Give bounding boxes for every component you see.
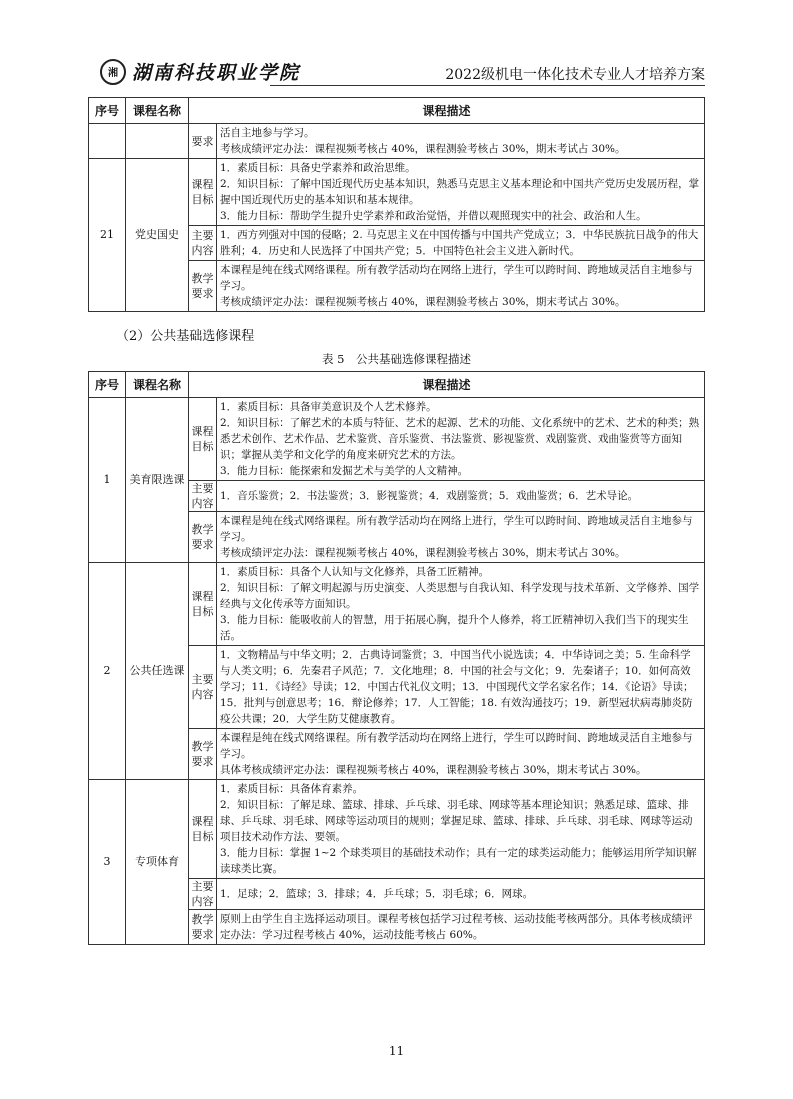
header-desc: 课程描述 <box>189 372 705 398</box>
sub-desc: 1．素质目标：具备史学素养和政治思维。 2．知识目标：了解中国近现代历史基本知识，熟悉马克思主义基本理论和中国共产党历史发展历程，掌握中国近现代历史的基本知识和基本规律。 3．能力目标：帮助学生提升史学素养和政治觉悟，并借以观照现实中的社会、政治和人生。 <box>217 159 705 226</box>
sub-desc: 本课程是纯在线式网络课程。所有教学活动均在网络上进行，学生可以跨时间、跨地域灵活自主地参与学习。 考核成绩评定办法：课程视频考核占 40%，课程测验考核占 30%，期末考试占 30%。 <box>217 261 705 312</box>
table-header-row <box>89 372 705 398</box>
header-no: 序号 <box>89 98 126 124</box>
row-name: 公共任选课 <box>126 563 189 780</box>
sub-desc: 活自主地参与学习。 考核成绩评定办法：课程视频考核占 40%，课程测验考核占 30%，期末考试占 30%。 <box>217 124 705 159</box>
sub-desc: 1．素质目标：具备审美意识及个人艺术修养。 2．知识目标：了解艺术的本质与特征、艺术的起源、艺术的功能、文化系统中的艺术、艺术的种类；熟悉艺术创作、艺术作品、艺术鉴赏、音乐鉴赏、书法鉴赏、影视鉴赏、戏剧鉴赏、戏曲鉴赏等方面知识；掌握从美学和文化学的角度来研究艺术的方法。 3．能力目标：能探索和发掘艺术与美学的人文精神。 <box>217 398 705 481</box>
sub-label: 主要内容 <box>189 226 217 261</box>
sub-desc: 原则上由学生自主选择运动项目。课程考核包括学习过程考核、运动技能考核两部分。具体考核成绩评定办法：学习过程考核占 40%，运动技能考核占 60%。 <box>217 910 705 945</box>
row-name: 美育限选课 <box>126 398 189 563</box>
row-no: 21 <box>89 159 126 312</box>
sub-desc: 1．文物精品与中华文明；2．古典诗词鉴赏；3．中国当代小说选读；4．中华诗词之美；5. 生命科学与人类文明；6．先秦君子风范；7．文化地理；8．中国的社会与文化；9．先秦诸子；10．如何高效学习；11．《诗经》导读；12．中国古代礼仪文明；13．中国现代文学名家名作；14．《论语》导读；15．批判与创意思考；16．辩论修养；17．人工智能；18. 有效沟通技巧；19．新型冠状病毒肺炎防疫公共课；20．大学生防艾健康教育。 <box>217 646 705 729</box>
table-row <box>89 398 705 481</box>
document-title: 2022级机电一体化技术专业人才培养方案 <box>445 67 705 83</box>
row-no: 3 <box>89 780 126 945</box>
sub-label: 教学要求 <box>189 512 217 563</box>
course-table-continued <box>88 97 705 312</box>
sub-label: 主要内容 <box>189 646 217 729</box>
table-row <box>89 780 705 879</box>
row-name: 党史国史 <box>126 159 189 312</box>
row-name: 专项体育 <box>126 780 189 945</box>
sub-label: 课程目标 <box>189 780 217 879</box>
sub-desc: 1．西方列强对中国的侵略；2. 马克思主义在中国传播与中国共产党成立；3．中华民族抗日战争的伟大胜利；4．历史和人民选择了中国共产党；5．中国特色社会主义进入新时代。 <box>217 226 705 261</box>
sub-desc: 1．足球；2．篮球；3．排球；4．乒乓球；5．羽毛球；6．网球。 <box>217 879 705 910</box>
row-no: 2 <box>89 563 126 780</box>
sub-desc: 1．素质目标：具备个人认知与文化修养，具备工匠精神。 2．知识目标：了解文明起源与历史演变、人类思想与自我认知、科学发现与技术革新、文学修养、国学经典与文化传承等方面知识。 3．能力目标：能吸收前人的智慧，用于拓展心胸，提升个人修养，将工匠精神切入我们当下的现实生活。 <box>217 563 705 646</box>
sub-desc: 本课程是纯在线式网络课程。所有教学活动均在网络上进行，学生可以跨时间、跨地域灵活自主地参与学习。 考核成绩评定办法：课程视频考核占 40%，课程测验考核占 30%，期末考试占 30%。 <box>217 512 705 563</box>
sub-label: 教学要求 <box>189 261 217 312</box>
sub-label: 课程目标 <box>189 563 217 646</box>
table-row <box>89 563 705 646</box>
sub-label: 主要内容 <box>189 481 217 512</box>
sub-desc: 1．音乐鉴赏；2．书法鉴赏；3．影视鉴赏；4．戏剧鉴赏；5．戏曲鉴赏；6．艺术导论。 <box>217 481 705 512</box>
sub-label: 要求 <box>189 124 217 159</box>
row-no: 1 <box>89 398 126 563</box>
school-name: 湖南科技职业学院 <box>132 62 301 84</box>
header-desc: 课程描述 <box>189 98 705 124</box>
school-logo <box>100 58 300 85</box>
row-name <box>126 124 189 159</box>
sub-desc: 本课程是纯在线式网络课程。所有教学活动均在网络上进行，学生可以跨时间、跨地域灵活自主地参与学习。 具体考核成绩评定办法：课程视频考核占 40%，课程测验考核占 30%，期末考试占 30%。 <box>217 729 705 780</box>
page-number: 11 <box>388 1044 405 1058</box>
sub-label: 主要内容 <box>189 879 217 910</box>
page-header <box>100 58 705 84</box>
elective-course-table <box>88 371 705 945</box>
table-row <box>89 124 705 159</box>
school-seal-icon: 湘 <box>100 59 126 85</box>
sub-desc: 1．素质目标：具备体育素养。 2．知识目标：了解足球、篮球、排球、乒乓球、羽毛球、网球等基本理论知识；熟悉足球、篮球、排球、乒乓球、羽毛球、网球等运动项目的规则；掌握足球、篮球、排球、乒乓球、羽毛球、网球等运动项目技术动作方法、要领。 3．能力目标：掌握 1~2 个球类项目的基础技术动作；具有一定的球类运动能力；能够运用所学知识解读球类比赛。 <box>217 780 705 879</box>
sub-label: 教学要求 <box>189 910 217 945</box>
table-row <box>89 159 705 226</box>
sub-label: 课程目标 <box>189 159 217 226</box>
sub-label: 教学要求 <box>189 729 217 780</box>
table-header-row <box>89 98 705 124</box>
section-title: （2）公共基础选修课程 <box>116 329 255 344</box>
header-name: 课程名称 <box>126 98 189 124</box>
sub-label: 课程目标 <box>189 398 217 481</box>
header-name: 课程名称 <box>126 372 189 398</box>
row-no <box>89 124 126 159</box>
table-caption: 表 5 公共基础选修课程描述 <box>322 352 471 366</box>
header-divider <box>270 85 705 86</box>
header-no: 序号 <box>89 372 126 398</box>
